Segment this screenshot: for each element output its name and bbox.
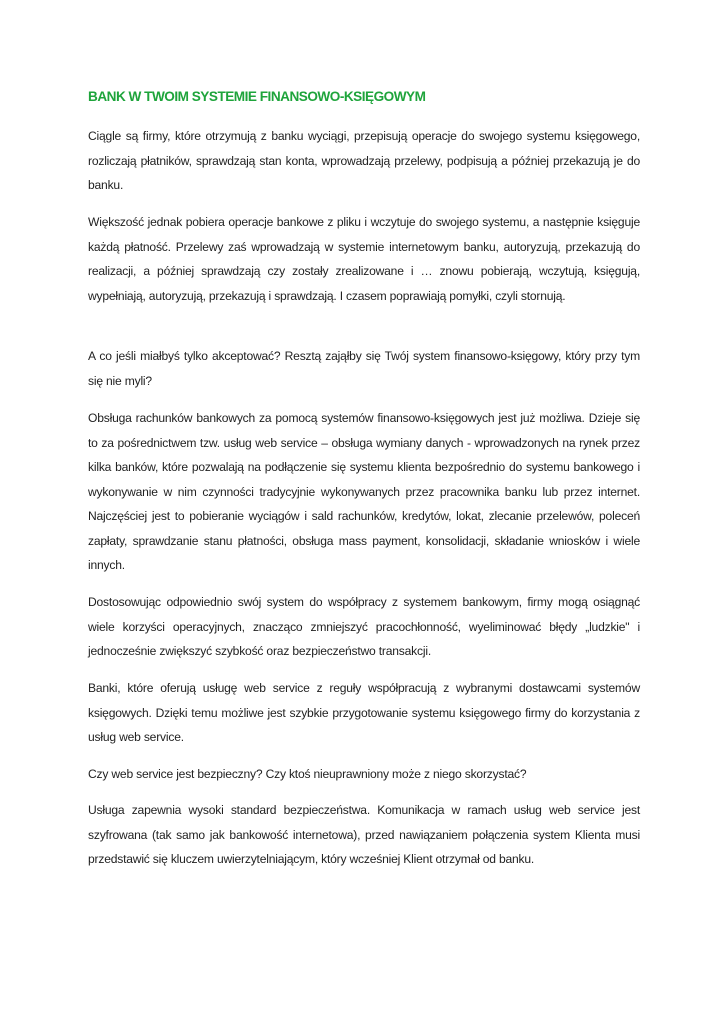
paragraph-1: Ciągle są firmy, które otrzymują z banku wyciągi, przepisują operacje do swojego systemu księgowego, rozliczają płatników, sprawdzają stan konta, wprowadzają przelewy, podpisują a później przekazują je do banku. — [88, 129, 640, 192]
paragraph-4: Obsługa rachunków bankowych za pomocą systemów finansowo-księgowych jest już możliwa. Dzieje się to za pośrednictwem tzw. usług web service – obsługa wymiany danych - wprowadzonych na rynek przez kilka banków, które pozwalają na podłączenie się systemu klienta bezpośrednio do systemu bankowego i wykonywanie w nim czynności tradycyjnie wykonywanych przez pracownika banku lub przez internet. Najczęściej jest to pobieranie wyciągów i sald rachunków, kredytów, lokat, zlecanie przelewów, poleceń zapłaty, sprawdzanie stanu płatności, obsługa mass payment, konsolidacji, składanie wniosków i wiele innych. — [88, 411, 640, 572]
paragraph-6: Banki, które oferują usługę web service z reguły współpracują z wybranymi dostawcami systemów księgowych. Dzięki temu możliwe jest szybkie przygotowanie systemu księgowego firmy do korzystania z usług web service. — [88, 681, 640, 744]
document-title: BANK W TWOIM SYSTEMIE FINANSOWO-KSIĘGOWYM — [88, 89, 426, 104]
paragraph-8: Usługa zapewnia wysoki standard bezpieczeństwa. Komunikacja w ramach usług web service jest szyfrowana (tak samo jak bankowość internetowa), przed nawiązaniem połączenia system Klienta musi przedstawić się kluczem uwierzytelniającym, który wcześniej Klient otrzymał od banku. — [88, 803, 640, 866]
paragraph-2: Większość jednak pobiera operacje bankowe z pliku i wczytuje do swojego systemu, a następnie księguje każdą płatność. Przelewy zaś wprowadzają w systemie internetowym banku, autoryzują, przekazują do realizacji, a później sprawdzają czy zostały zrealizowane i … znowu pobierają, wczytują, księgują, wypełniają, autoryzują, przekazują i sprawdzają. I czasem poprawiają pomyłki, czyli stornują. — [88, 215, 640, 303]
paragraph-7: Czy web service jest bezpieczny? Czy ktoś nieuprawniony może z niego skorzystać? — [88, 767, 527, 781]
paragraph-3: A co jeśli miałbyś tylko akceptować? Resztą zająłby się Twój system finansowo-księgowy, który przy tym się nie myli? — [88, 349, 640, 388]
paragraph-5: Dostosowując odpowiednio swój system do współpracy z systemem bankowym, firmy mogą osiągnąć wiele korzyści operacyjnych, znacząco zmniejszyć pracochłonność, wyeliminować błędy „ludzkie" i jednocześnie zwiększyć szybkość oraz bezpieczeństwo transakcji. — [88, 595, 640, 658]
